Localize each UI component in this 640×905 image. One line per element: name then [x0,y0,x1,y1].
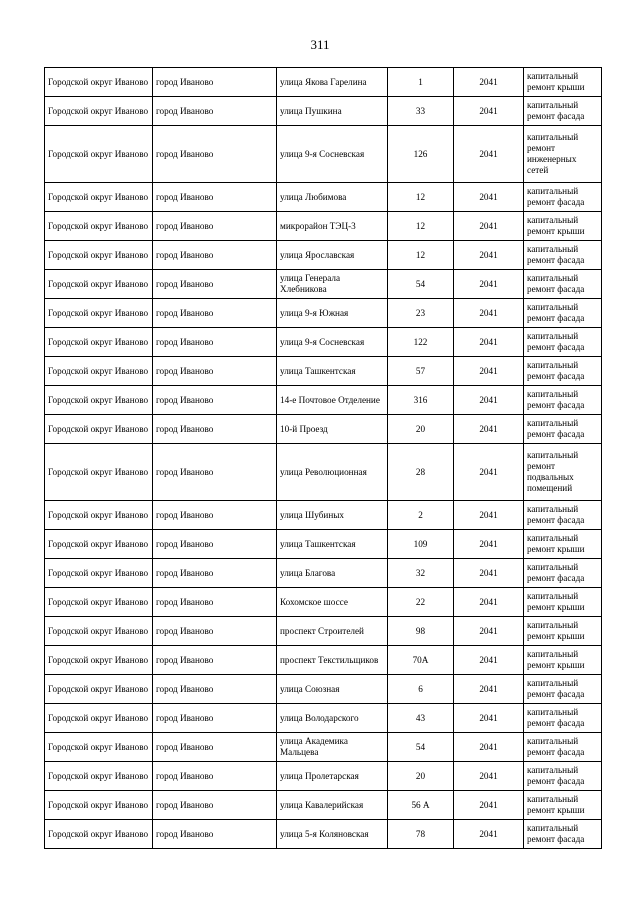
district-cell: Городской округ Иваново [45,704,153,733]
street-cell: улица Якова Гарелина [277,68,388,97]
street-cell: улица 9-я Сосневская [277,328,388,357]
street-cell: проспект Строителей [277,617,388,646]
city-cell: город Иваново [153,183,277,212]
year-cell: 2041 [454,299,524,328]
work-type-cell: капитальный ремонт фасада [524,733,602,762]
year-cell: 2041 [454,733,524,762]
house-number-cell: 12 [388,241,454,270]
table-row [45,68,602,97]
street-cell: улица 9-я Сосневская [277,126,388,183]
table-row [45,617,602,646]
house-number-cell: 78 [388,820,454,849]
work-type-cell: капитальный ремонт крыши [524,588,602,617]
work-type-cell: капитальный ремонт крыши [524,646,602,675]
house-number-cell: 122 [388,328,454,357]
city-cell: город Иваново [153,704,277,733]
city-cell: город Иваново [153,126,277,183]
district-cell: Городской округ Иваново [45,791,153,820]
city-cell: город Иваново [153,415,277,444]
year-cell: 2041 [454,762,524,791]
table-row [45,299,602,328]
house-number-cell: 126 [388,126,454,183]
table-row [45,791,602,820]
street-cell: улица Пролетарская [277,762,388,791]
house-number-cell: 22 [388,588,454,617]
street-cell: Кохомское шоссе [277,588,388,617]
house-number-cell: 54 [388,733,454,762]
city-cell: город Иваново [153,501,277,530]
year-cell: 2041 [454,617,524,646]
street-cell: улица Пушкина [277,97,388,126]
work-type-cell: капитальный ремонт подвальных помещений [524,444,602,501]
street-cell: улица Любимова [277,183,388,212]
work-type-cell: капитальный ремонт фасада [524,675,602,704]
house-number-cell: 20 [388,762,454,791]
table-row [45,126,602,183]
table-row [45,501,602,530]
city-cell: город Иваново [153,530,277,559]
work-type-cell: капитальный ремонт фасада [524,299,602,328]
city-cell: город Иваново [153,820,277,849]
year-cell: 2041 [454,791,524,820]
district-cell: Городской округ Иваново [45,415,153,444]
work-type-cell: капитальный ремонт фасада [524,762,602,791]
district-cell: Городской округ Иваново [45,299,153,328]
work-type-cell: капитальный ремонт фасада [524,183,602,212]
house-number-cell: 12 [388,212,454,241]
house-number-cell: 20 [388,415,454,444]
house-number-cell: 2 [388,501,454,530]
district-cell: Городской округ Иваново [45,501,153,530]
street-cell: улица Ярославская [277,241,388,270]
street-cell: проспект Текстильщиков [277,646,388,675]
table-row [45,386,602,415]
district-cell: Городской округ Иваново [45,68,153,97]
house-number-cell: 57 [388,357,454,386]
table-row [45,704,602,733]
table-row [45,530,602,559]
year-cell: 2041 [454,415,524,444]
street-cell: улица 9-я Южная [277,299,388,328]
city-cell: город Иваново [153,270,277,299]
street-cell: 14-е Почтовое Отделение [277,386,388,415]
table-row [45,270,602,299]
table-row [45,97,602,126]
city-cell: город Иваново [153,357,277,386]
work-type-cell: капитальный ремонт крыши [524,212,602,241]
table-row [45,415,602,444]
city-cell: город Иваново [153,733,277,762]
house-number-cell: 23 [388,299,454,328]
district-cell: Городской округ Иваново [45,97,153,126]
work-type-cell: капитальный ремонт инженерных сетей [524,126,602,183]
city-cell: город Иваново [153,299,277,328]
work-type-cell: капитальный ремонт фасада [524,241,602,270]
city-cell: город Иваново [153,68,277,97]
city-cell: город Иваново [153,762,277,791]
table-row [45,241,602,270]
city-cell: город Иваново [153,444,277,501]
street-cell: улица Ташкентская [277,357,388,386]
year-cell: 2041 [454,97,524,126]
district-cell: Городской округ Иваново [45,444,153,501]
year-cell: 2041 [454,530,524,559]
year-cell: 2041 [454,241,524,270]
work-type-cell: капитальный ремонт крыши [524,68,602,97]
table-row [45,733,602,762]
street-cell: улица Ташкентская [277,530,388,559]
district-cell: Городской округ Иваново [45,183,153,212]
table-row [45,183,602,212]
district-cell: Городской округ Иваново [45,588,153,617]
house-number-cell: 43 [388,704,454,733]
city-cell: город Иваново [153,212,277,241]
city-cell: город Иваново [153,328,277,357]
work-type-cell: капитальный ремонт крыши [524,791,602,820]
work-type-cell: капитальный ремонт фасада [524,820,602,849]
table-row [45,820,602,849]
city-cell: город Иваново [153,791,277,820]
year-cell: 2041 [454,588,524,617]
work-type-cell: капитальный ремонт фасада [524,386,602,415]
district-cell: Городской округ Иваново [45,270,153,299]
district-cell: Городской округ Иваново [45,733,153,762]
city-cell: город Иваново [153,617,277,646]
repair-registry-table [44,67,602,849]
year-cell: 2041 [454,270,524,299]
house-number-cell: 33 [388,97,454,126]
city-cell: город Иваново [153,675,277,704]
page-number: 311 [310,37,330,52]
year-cell: 2041 [454,212,524,241]
table-row [45,357,602,386]
street-cell: микрорайон ТЭЦ-3 [277,212,388,241]
work-type-cell: капитальный ремонт крыши [524,617,602,646]
district-cell: Городской округ Иваново [45,328,153,357]
house-number-cell: 70А [388,646,454,675]
street-cell: улица Благова [277,559,388,588]
city-cell: город Иваново [153,241,277,270]
year-cell: 2041 [454,675,524,704]
district-cell: Городской округ Иваново [45,241,153,270]
city-cell: город Иваново [153,588,277,617]
district-cell: Городской округ Иваново [45,762,153,791]
street-cell: улица Академика Мальцева [277,733,388,762]
district-cell: Городской округ Иваново [45,646,153,675]
year-cell: 2041 [454,357,524,386]
street-cell: улица Кавалерийская [277,791,388,820]
house-number-cell: 109 [388,530,454,559]
city-cell: город Иваново [153,559,277,588]
year-cell: 2041 [454,559,524,588]
house-number-cell: 98 [388,617,454,646]
table-row [45,762,602,791]
year-cell: 2041 [454,704,524,733]
street-cell: улица 5-я Коляновская [277,820,388,849]
registry-body [45,68,602,849]
work-type-cell: капитальный ремонт фасада [524,270,602,299]
table-row [45,444,602,501]
table-row [45,588,602,617]
year-cell: 2041 [454,646,524,675]
house-number-cell: 28 [388,444,454,501]
work-type-cell: капитальный ремонт фасада [524,357,602,386]
street-cell: улица Шубиных [277,501,388,530]
house-number-cell: 32 [388,559,454,588]
street-cell: улица Генерала Хлебникова [277,270,388,299]
district-cell: Городской округ Иваново [45,212,153,241]
table-row [45,212,602,241]
year-cell: 2041 [454,386,524,415]
city-cell: город Иваново [153,646,277,675]
year-cell: 2041 [454,68,524,97]
house-number-cell: 316 [388,386,454,415]
year-cell: 2041 [454,126,524,183]
year-cell: 2041 [454,444,524,501]
district-cell: Городской округ Иваново [45,357,153,386]
street-cell: улица Володарского [277,704,388,733]
street-cell: 10-й Проезд [277,415,388,444]
work-type-cell: капитальный ремонт фасада [524,328,602,357]
city-cell: город Иваново [153,386,277,415]
year-cell: 2041 [454,501,524,530]
house-number-cell: 12 [388,183,454,212]
table-row [45,328,602,357]
work-type-cell: капитальный ремонт фасада [524,97,602,126]
city-cell: город Иваново [153,97,277,126]
district-cell: Городской округ Иваново [45,126,153,183]
work-type-cell: капитальный ремонт крыши [524,530,602,559]
work-type-cell: капитальный ремонт фасада [524,559,602,588]
house-number-cell: 6 [388,675,454,704]
house-number-cell: 56 А [388,791,454,820]
street-cell: улица Революционная [277,444,388,501]
district-cell: Городской округ Иваново [45,530,153,559]
district-cell: Городской округ Иваново [45,820,153,849]
street-cell: улица Союзная [277,675,388,704]
year-cell: 2041 [454,183,524,212]
work-type-cell: капитальный ремонт фасада [524,501,602,530]
table-row [45,559,602,588]
year-cell: 2041 [454,328,524,357]
district-cell: Городской округ Иваново [45,386,153,415]
district-cell: Городской округ Иваново [45,675,153,704]
house-number-cell: 54 [388,270,454,299]
district-cell: Городской округ Иваново [45,617,153,646]
work-type-cell: капитальный ремонт фасада [524,415,602,444]
table-row [45,675,602,704]
work-type-cell: капитальный ремонт фасада [524,704,602,733]
house-number-cell: 1 [388,68,454,97]
year-cell: 2041 [454,820,524,849]
district-cell: Городской округ Иваново [45,559,153,588]
table-row [45,646,602,675]
